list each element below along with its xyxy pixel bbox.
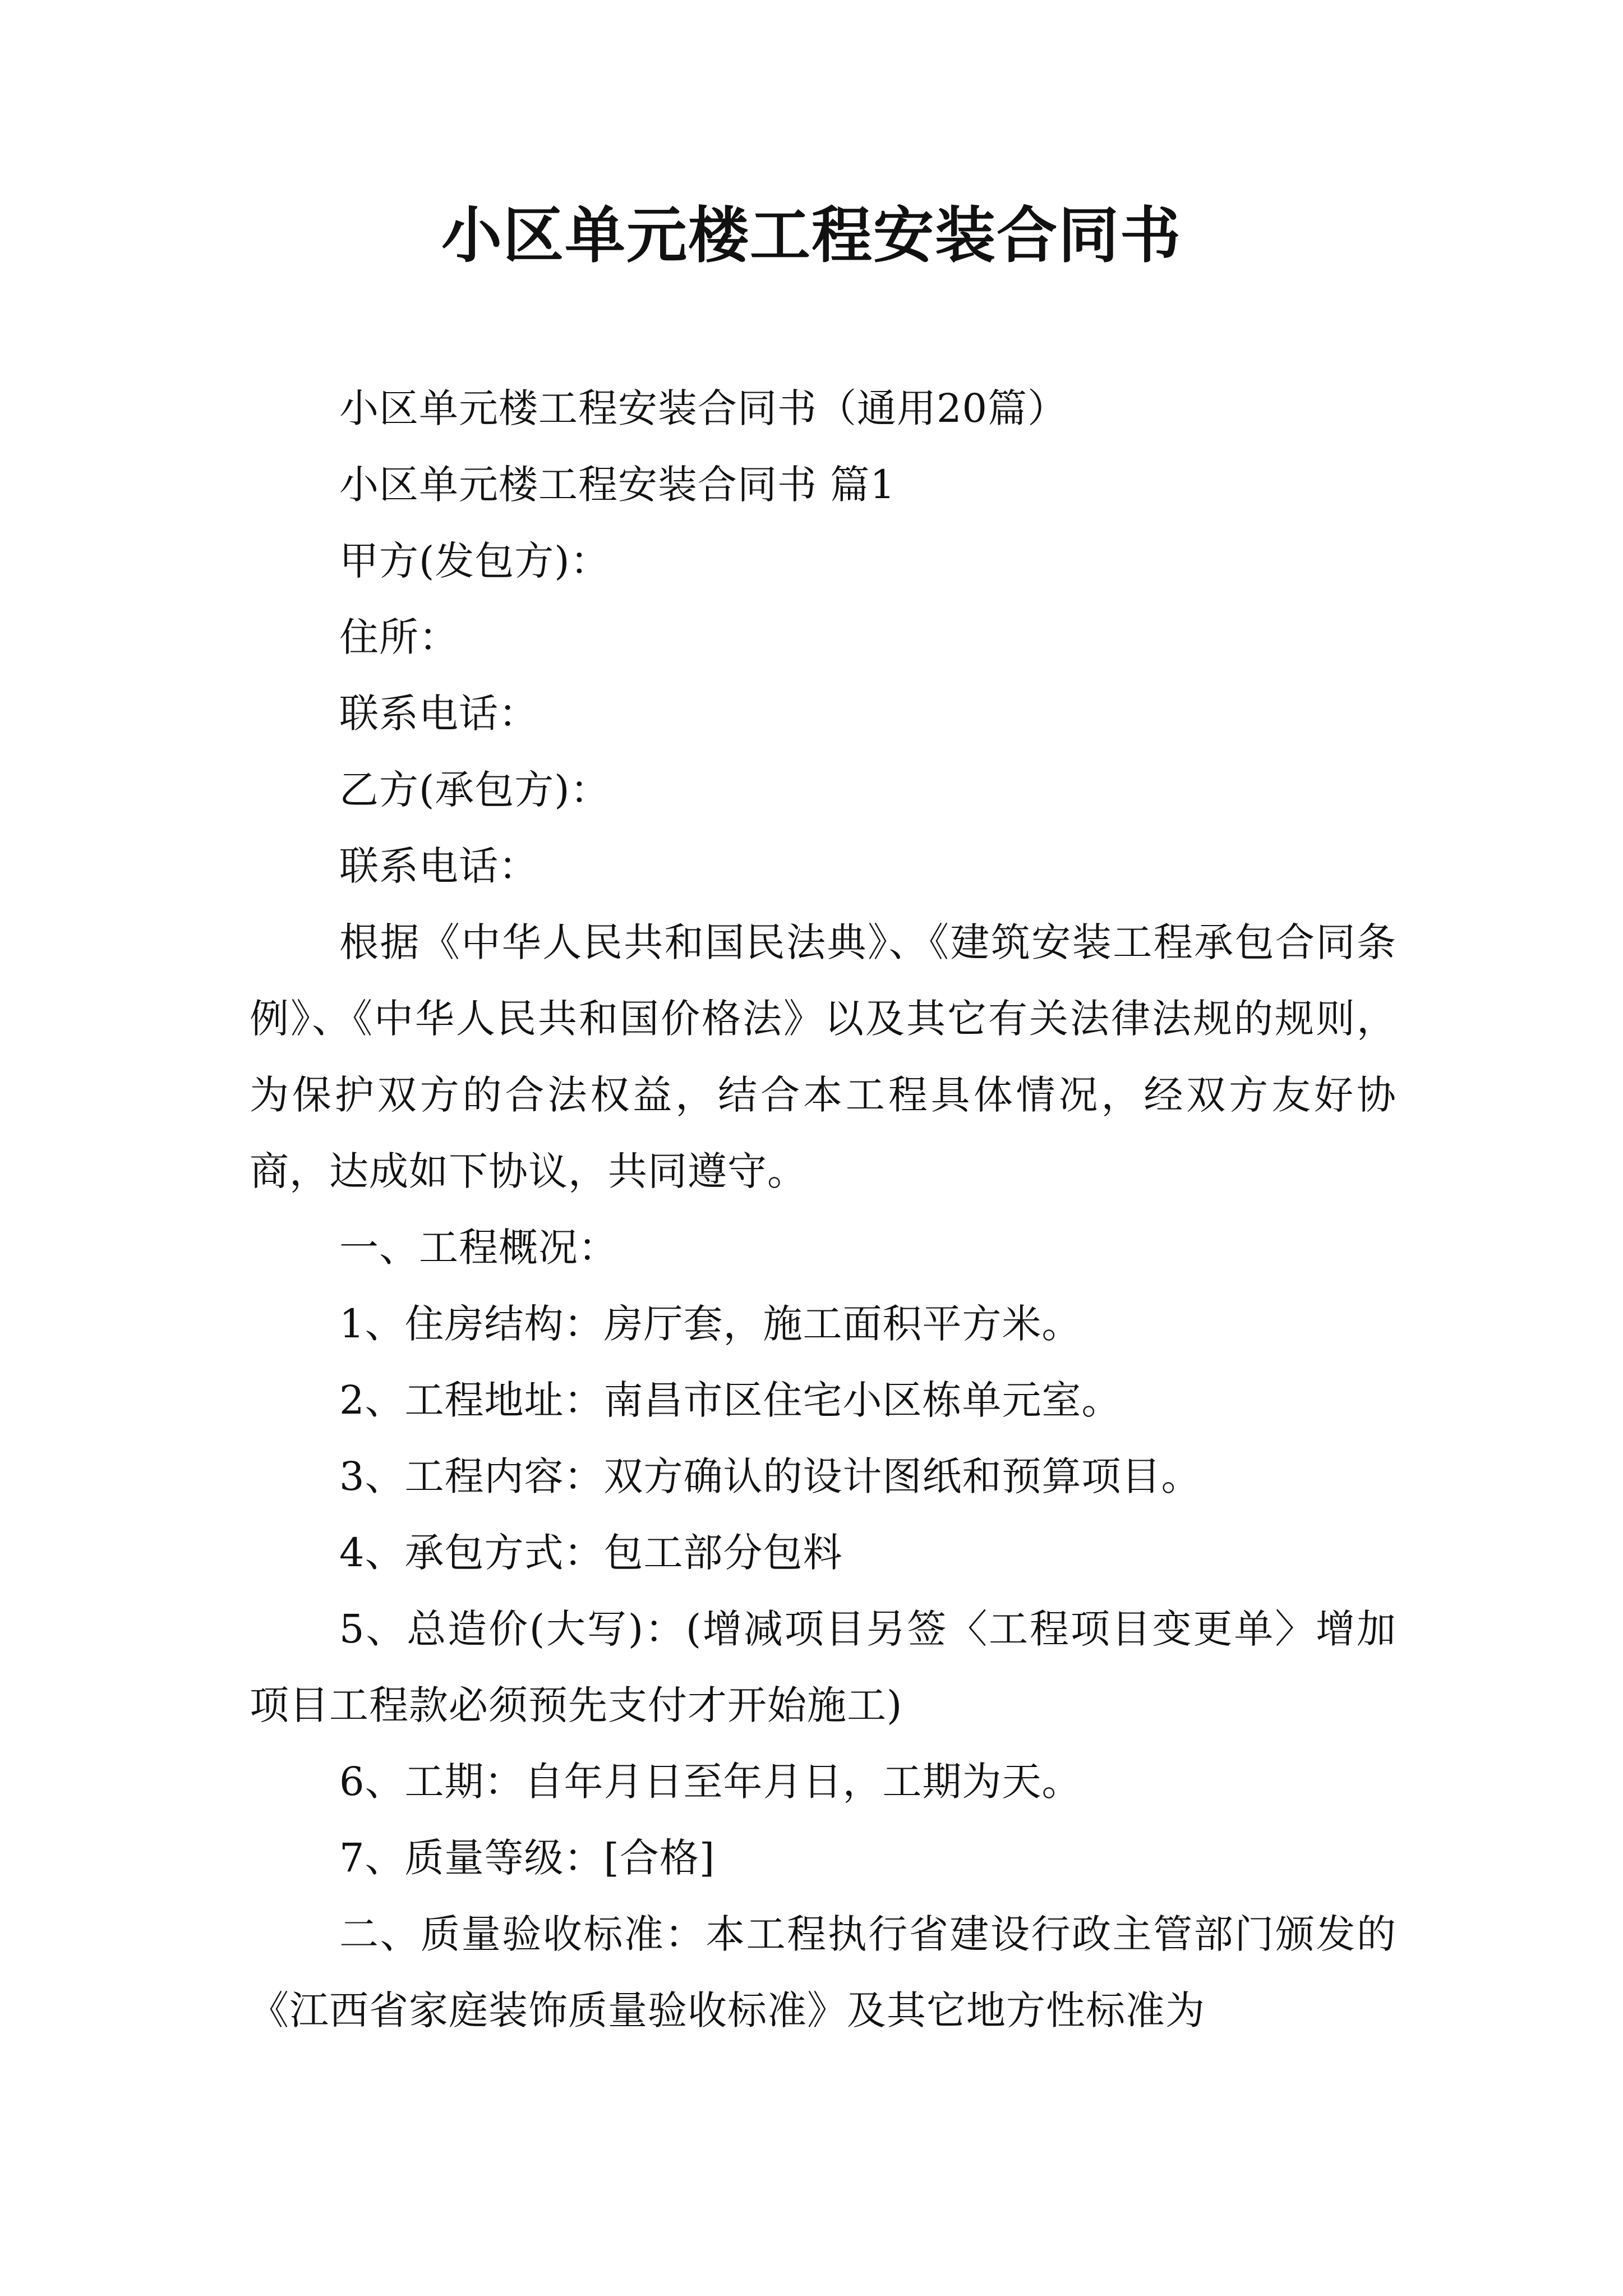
paragraph-item-7: 7、质量等级：[合格] — [339, 1835, 716, 1881]
paragraph-phone-a: 联系电话： — [339, 691, 538, 737]
paragraph-address: 住所： — [339, 614, 459, 660]
paragraph-heading: 小区单元楼工程安装合同书（通用20篇） — [339, 385, 1068, 431]
paragraph-item-3: 3、工程内容：双方确认的设计图纸和预算项目。 — [339, 1453, 1201, 1499]
document-body — [250, 370, 1396, 2049]
paragraph-item-4: 4、承包方式：包工部分包料 — [339, 1530, 843, 1576]
paragraph-legal-basis: 根据《中华人民共和国民法典》、《建筑安装工程承包合同条例》、《中华人民共和国价格法》以及其它有关法律法规的规则，为保护双方的合法权益，结合本工程具体情况，经双方友好协商，达成如下协议，共同遵守。 — [250, 919, 1396, 1194]
paragraph-item-6: 6、工期：自年月日至年月日，工期为天。 — [339, 1759, 1082, 1805]
paragraph-section-title: 小区单元楼工程安装合同书 篇1 — [339, 462, 896, 508]
paragraph-item-5: 5、总造价(大写)：(增减项目另签〈工程项目变更单〉增加项目工程款必须预先支付才开始施工) — [250, 1606, 1396, 1728]
paragraph-item-2: 2、工程地址：南昌市区住宅小区栋单元室。 — [339, 1377, 1122, 1423]
paragraph-overview-heading: 一、工程概况： — [339, 1225, 618, 1271]
paragraph-quality-standard: 二、质量验收标准：本工程执行省建设行政主管部门颁发的《江西省家庭装饰质量验收标准》及其它地方性标准为 — [250, 1911, 1396, 2033]
document-title: 小区单元楼工程安装合同书 — [441, 200, 1182, 271]
paragraph-party-b: 乙方(承包方)： — [339, 767, 610, 813]
paragraph-phone-b: 联系电话： — [339, 843, 538, 889]
paragraph-party-a: 甲方(发包方)： — [339, 538, 610, 584]
paragraph-item-1: 1、住房结构：房厅套，施工面积平方米。 — [339, 1301, 1082, 1347]
